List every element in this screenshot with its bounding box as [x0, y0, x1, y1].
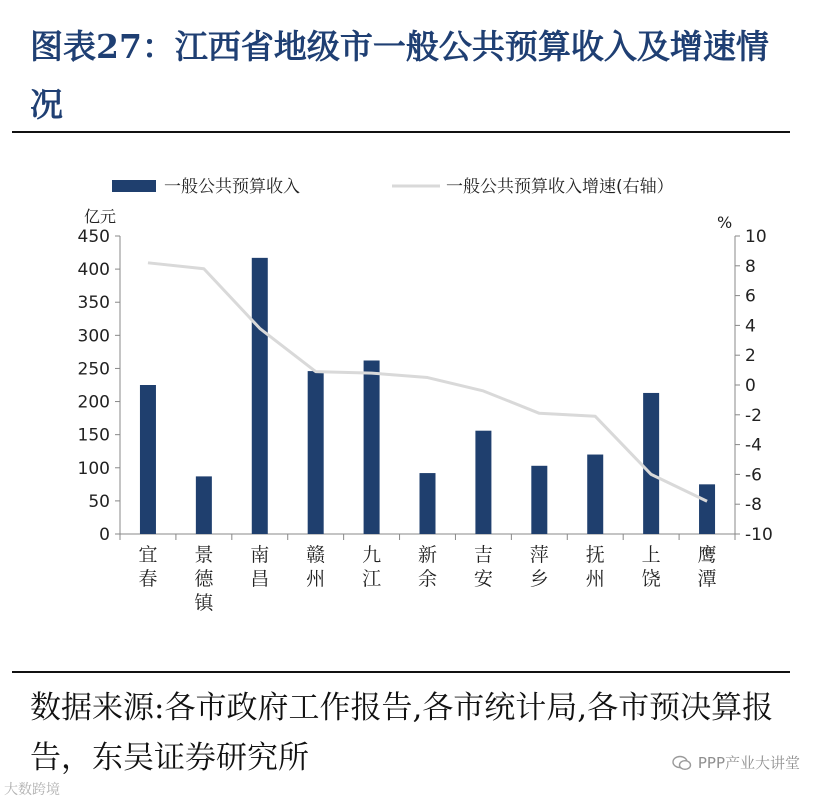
y-right-tick-label: 2: [745, 346, 756, 367]
bar-南昌: [252, 258, 268, 534]
y-right-tick-label: 8: [745, 256, 756, 277]
x-tick-label: 萍: [529, 544, 549, 566]
bar-上饶: [643, 393, 659, 534]
x-tick-label: 乡: [529, 568, 549, 590]
x-tick-label: 饶: [641, 568, 661, 590]
x-tick-label: 春: [138, 568, 158, 590]
x-tick-label: 江: [362, 568, 382, 590]
legend-label-line: 一般公共预算收入增速(右轴）: [446, 177, 674, 197]
growth-rate-line: [148, 263, 707, 501]
bar-line-chart: [0, 140, 822, 670]
y-right-tick-label: 0: [745, 376, 756, 396]
y-left-unit-label: 亿元: [84, 207, 117, 226]
y-right-tick-label: 10: [745, 227, 767, 247]
bottom-divider: [12, 671, 790, 673]
bar-景德镇: [196, 476, 212, 534]
x-tick-label: 昌: [250, 568, 270, 590]
x-tick-label: 上: [641, 544, 661, 566]
x-tick-label: 南: [250, 544, 270, 566]
bar-萍乡: [531, 466, 547, 534]
y-right-tick-label: -6: [745, 465, 762, 486]
y-left-tick-label: 50: [88, 491, 110, 512]
watermark-brand-label: 大数跨境: [4, 782, 60, 798]
x-tick-label: 州: [585, 568, 605, 590]
x-tick-label: 吉: [473, 544, 493, 566]
x-tick-label: 新: [417, 544, 438, 566]
x-tick-label: 余: [417, 568, 438, 590]
y-right-tick-label: -2: [745, 405, 762, 426]
y-right-tick-label: 4: [745, 316, 756, 337]
x-tick-label: 鹰: [697, 544, 717, 566]
watermark-brand: [4, 779, 60, 799]
watermark-account-label: PPP产业大讲堂: [697, 754, 800, 772]
legend-label-bar: 一般公共预算收入: [164, 177, 300, 197]
bar-吉安: [475, 431, 491, 534]
y-left-tick-label: 100: [77, 458, 110, 479]
x-tick-label: 景: [194, 544, 214, 566]
bar-抚州: [587, 455, 603, 534]
y-right-tick-label: -10: [745, 525, 773, 545]
bar-新余: [420, 473, 436, 534]
wechat-icon: [672, 755, 692, 771]
y-left-tick-label: 450: [77, 227, 110, 247]
y-left-tick-label: 150: [77, 425, 110, 446]
source-note: 数据来源:各市政府工作报告,各市统计局,各市预决算报告，东吴证券研究所: [30, 690, 774, 776]
bar-宜春: [140, 385, 156, 534]
y-right-tick-label: -4: [745, 435, 762, 456]
bar-九江: [364, 360, 380, 534]
y-left-tick-label: 0: [99, 525, 110, 545]
y-left-tick-label: 300: [77, 326, 110, 347]
x-tick-label: 镇: [194, 592, 214, 614]
bar-鹰潭: [699, 484, 715, 534]
x-tick-label: 宜: [138, 544, 158, 566]
y-left-tick-label: 200: [77, 392, 110, 413]
x-tick-label: 德: [194, 568, 214, 590]
y-left-tick-label: 350: [77, 293, 110, 314]
x-tick-label: 赣: [306, 544, 326, 566]
watermark-account: [672, 752, 800, 773]
y-left-tick-label: 250: [77, 359, 110, 380]
x-tick-label: 抚: [585, 544, 605, 566]
y-right-tick-label: -8: [745, 495, 762, 516]
y-right-unit-label: %: [717, 213, 733, 232]
chart-title: 图表27：江西省地级市一般公共预算收入及增速情况: [30, 27, 769, 124]
x-tick-label: 九: [362, 544, 382, 566]
bar-赣州: [308, 371, 324, 534]
y-right-tick-label: 6: [745, 286, 756, 307]
y-left-tick-label: 400: [77, 260, 110, 281]
x-tick-label: 安: [473, 568, 493, 590]
x-tick-label: 州: [306, 568, 326, 590]
x-tick-label: 潭: [697, 568, 717, 590]
top-divider: [12, 131, 790, 133]
legend-swatch-bar: [112, 180, 156, 192]
